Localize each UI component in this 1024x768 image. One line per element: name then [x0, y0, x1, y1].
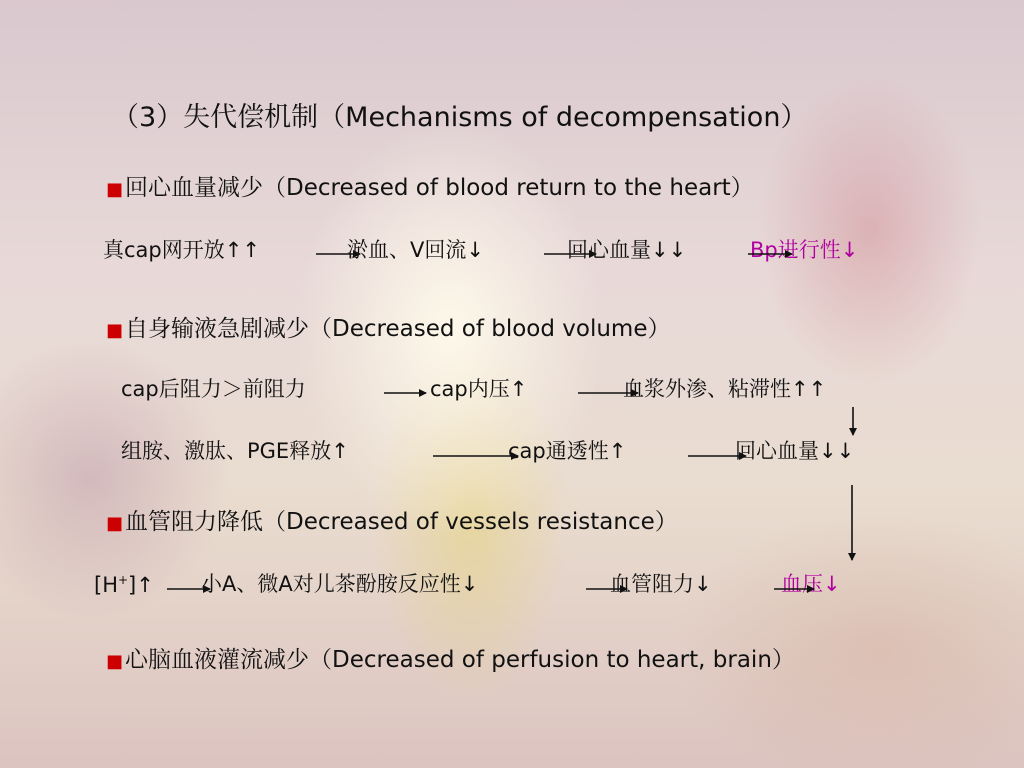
chain4-step4: 血压↓	[781, 572, 841, 596]
slide-title: （3）失代偿机制（Mechanisms of decompensation）	[112, 102, 808, 133]
chain4-plus-sup: +	[117, 573, 129, 587]
bullet-square-icon: ■	[106, 651, 124, 672]
section-heading-text: 血管阻力降低（Decreased of vessels resistance）	[125, 509, 678, 535]
chain1-step1: 真cap网开放↑↑	[103, 238, 260, 262]
section-heading-text: 自身输液急剧减少（Decreased of blood volume）	[125, 316, 671, 342]
chain2-step3: 血浆外渗、粘滞性↑↑	[623, 377, 827, 401]
chain2-step2: cap内压↑	[430, 377, 528, 401]
chain1-step3: 回心血量↓↓	[567, 238, 687, 262]
chain1-step4: Bp进行性↓	[750, 238, 859, 262]
bullet-square-icon: ■	[106, 513, 124, 534]
bullet-square-icon: ■	[106, 320, 124, 341]
chain4-step2: 小A、微A对儿茶酚胺反应性↓	[201, 572, 479, 596]
chain3-step3: 回心血量↓↓	[735, 439, 855, 463]
chain3-step2: cap通透性↑	[508, 439, 627, 463]
chain1-step2: 淤血、V回流↓	[347, 238, 484, 262]
chain2-step1: cap后阻力＞前阻力	[121, 377, 306, 401]
bullet-square-icon: ■	[106, 179, 124, 200]
chain4-rest-text: ]↑	[128, 573, 154, 597]
section-heading-text: 心脑血液灌流减少（Decreased of perfusion to heart, brain）	[125, 647, 795, 673]
chain4-h-text: [H	[94, 573, 118, 597]
section-heading-text: 回心血量减少（Decreased of blood return to the heart）	[125, 175, 754, 201]
chain3-step1: 组胺、激肽、PGE释放↑	[121, 439, 349, 463]
chain4-step3: 血管阻力↓	[610, 572, 712, 596]
